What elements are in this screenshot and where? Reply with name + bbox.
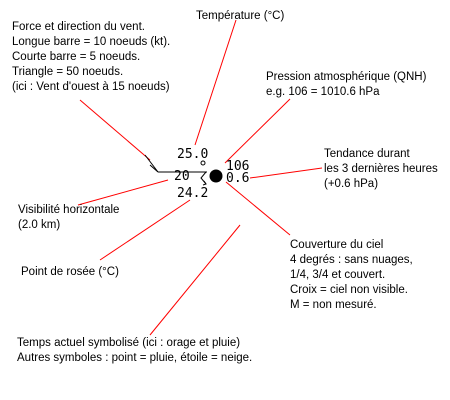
temperature-label: Température (°C) [196, 10, 285, 22]
pressure-label: Pression atmosphérique (QNH) e.g. 106 = 1010.6 hPa [266, 71, 427, 98]
temperature-value: 25.0 [177, 147, 209, 162]
thunderstorm-rain-icon [199, 161, 206, 185]
weather-label: Temps actuel symbolisé (ici : orage et pluie) Autres symboles : point = pluie, étoile = neige. [17, 337, 253, 364]
weather-leader [150, 225, 240, 335]
temperature-leader [195, 20, 236, 145]
visibility-value: 20 [174, 169, 190, 184]
wind-label: Force et direction du vent. Longue barre = 10 noeuds (kt). Courte barre = 5 noeuds. Triangle = 50 noeuds. (ici : Vent d'ouest à 15 noeuds) [12, 21, 171, 93]
tendency-leader [250, 168, 322, 178]
dewpoint-label: Point de rosée (°C) [21, 266, 119, 278]
tendency-label: Tendance durant les 3 dernières heures (+0.6 hPa) [324, 148, 438, 190]
pressure-leader [225, 99, 290, 163]
visibility-label: Visibilité horizontale (2.0 km) [18, 204, 120, 231]
dewpoint-value: 24.2 [177, 186, 209, 201]
cloud-label: Couverture du ciel 4 degrés : sans nuages, 1/4, 3/4 et couvert. Croix = ciel non visible. M = non mesuré. [290, 239, 413, 311]
tendency-value: 0.6 [226, 171, 250, 186]
cloud-leader [226, 182, 290, 235]
pressure-value: 106 [226, 159, 250, 174]
visibility-leader [78, 180, 168, 205]
filled-circle-icon [210, 170, 223, 183]
wind-leader [80, 100, 150, 160]
